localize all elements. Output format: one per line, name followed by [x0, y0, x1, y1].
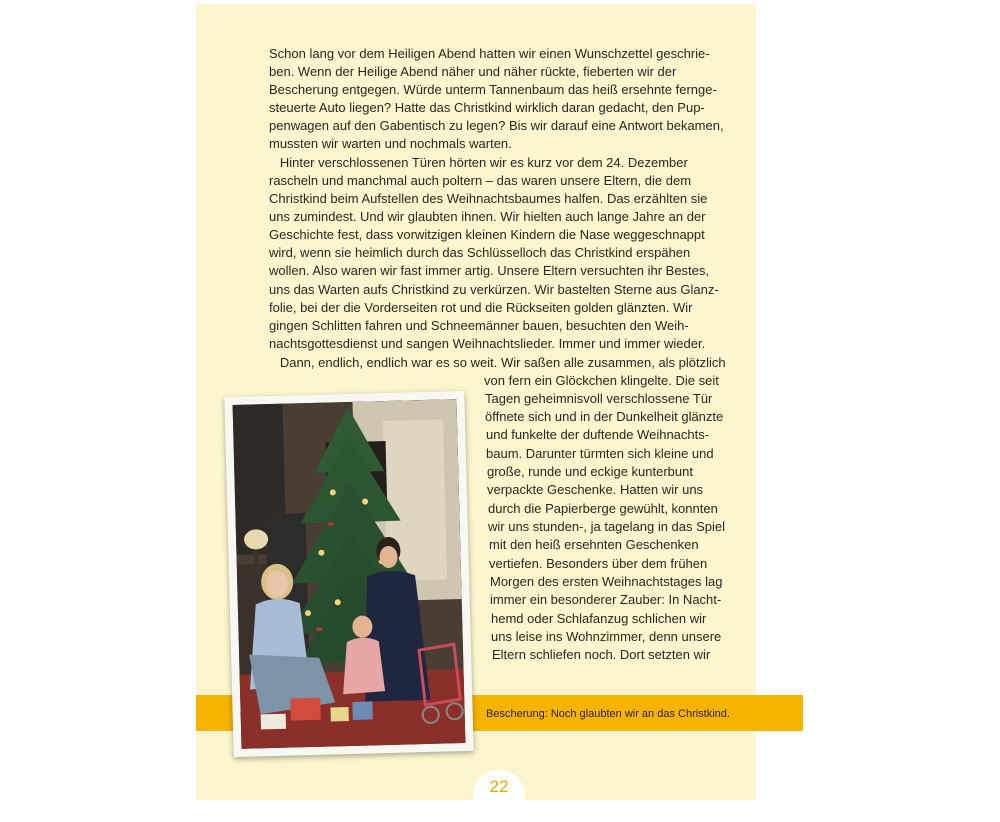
text-line: uns leise ins Wohnzimmer, denn unsere — [491, 629, 722, 644]
text-line: mit den heiß ersehnten Geschenken — [489, 537, 699, 552]
text-line: Hinter verschlossenen Türen hörten wir es kurz vor dem 24. Dezember — [269, 155, 688, 170]
text-line: uns zumindest. Und wir glaubten ihnen. Wir hielten auch lange Jahre an der — [269, 209, 706, 224]
text-line: ben. Wenn der Heilige Abend näher und näher rückte, fieberten wir der — [269, 64, 677, 79]
text-line: Tagen geheimnisvoll verschlossene Tür — [485, 391, 713, 406]
text-line: wollen. Also waren wir fast immer artig. Unsere Eltern versuchten ihr Bestes, — [269, 263, 710, 278]
text-line: von fern ein Glöckchen klingelte. Die seit — [484, 373, 719, 388]
text-line: rascheln und manchmal auch poltern – das waren unsere Eltern, die dem — [269, 173, 692, 188]
text-line: nachtsgottesdienst und sangen Weihnachtslieder. Immer und immer wieder. — [269, 336, 706, 351]
text-line: große, runde und eckige kunterbunt — [487, 464, 693, 479]
text-line: Christkind beim Aufstellen des Weihnachtsbaumes halfen. Das erzählten sie — [269, 191, 708, 206]
family-christmas-photo — [233, 399, 466, 749]
text-line: wird, wenn sie heimlich durch das Schlüsselloch das Christkind erspähen — [269, 245, 691, 260]
text-line: immer ein besonderer Zauber: In Nacht- — [490, 592, 722, 607]
text-line: steuerte Auto liegen? Hatte das Christkind wirklich daran gedacht, den Pup- — [269, 100, 705, 115]
text-line: Eltern schliefen noch. Dort setzten wir — [492, 647, 711, 662]
page-number: 22 — [489, 777, 509, 796]
photo-frame — [224, 391, 473, 757]
text-line: wir uns stunden-, ja tagelang in das Spiel — [488, 519, 726, 534]
text-line: öffnete sich und in der Dunkelheit glänzte — [485, 409, 724, 424]
text-line: hemd oder Schlafanzug schlichen wir — [491, 611, 707, 626]
text-line: gingen Schlitten fahren und Schneemänner bauen, besuchten den Weih- — [269, 318, 689, 333]
text-line: und funkelte der duftende Weihnachts- — [486, 427, 710, 442]
text-line: uns das Warten aufs Christkind zu verkürzen. Wir bastelten Sterne aus Glanz- — [269, 282, 719, 297]
text-line: folie, bei der die Vorderseiten rot und die Rückseiten golden glänzten. Wir — [269, 300, 693, 315]
text-line: baum. Darunter türmten sich kleine und — [486, 446, 714, 461]
text-line: Schon lang vor dem Heiligen Abend hatten wir einen Wunschzettel geschrie- — [269, 46, 710, 61]
text-line: penwagen auf den Gabentisch zu legen? Bis wir darauf eine Antwort bekamen, — [269, 118, 724, 133]
text-line: verpackte Geschenke. Hatten wir uns — [487, 482, 704, 497]
text-line: mussten wir warten und nochmals warten. — [269, 136, 512, 151]
text-line: Morgen des ersten Weihnachtstages lag — [490, 574, 723, 589]
text-line: durch die Papierberge gewühlt, konnten — [488, 501, 718, 516]
text-line: Dann, endlich, endlich war es so weit. Wir saßen alle zusammen, als plötzlich — [269, 355, 726, 370]
text-line: Bescherung entgegen. Würde unterm Tannenbaum das heiß ersehnte fernge- — [269, 82, 717, 97]
text-line: vertiefen. Besonders über dem frühen — [489, 556, 708, 571]
photo-caption: Bescherung: Noch glaubten wir an das Christkind. — [486, 708, 730, 720]
christmas-scene-illustration — [233, 399, 466, 749]
text-line: Geschichte fest, dass vorwitzigen kleinen Kindern die Nase weggeschnappt — [269, 227, 705, 242]
